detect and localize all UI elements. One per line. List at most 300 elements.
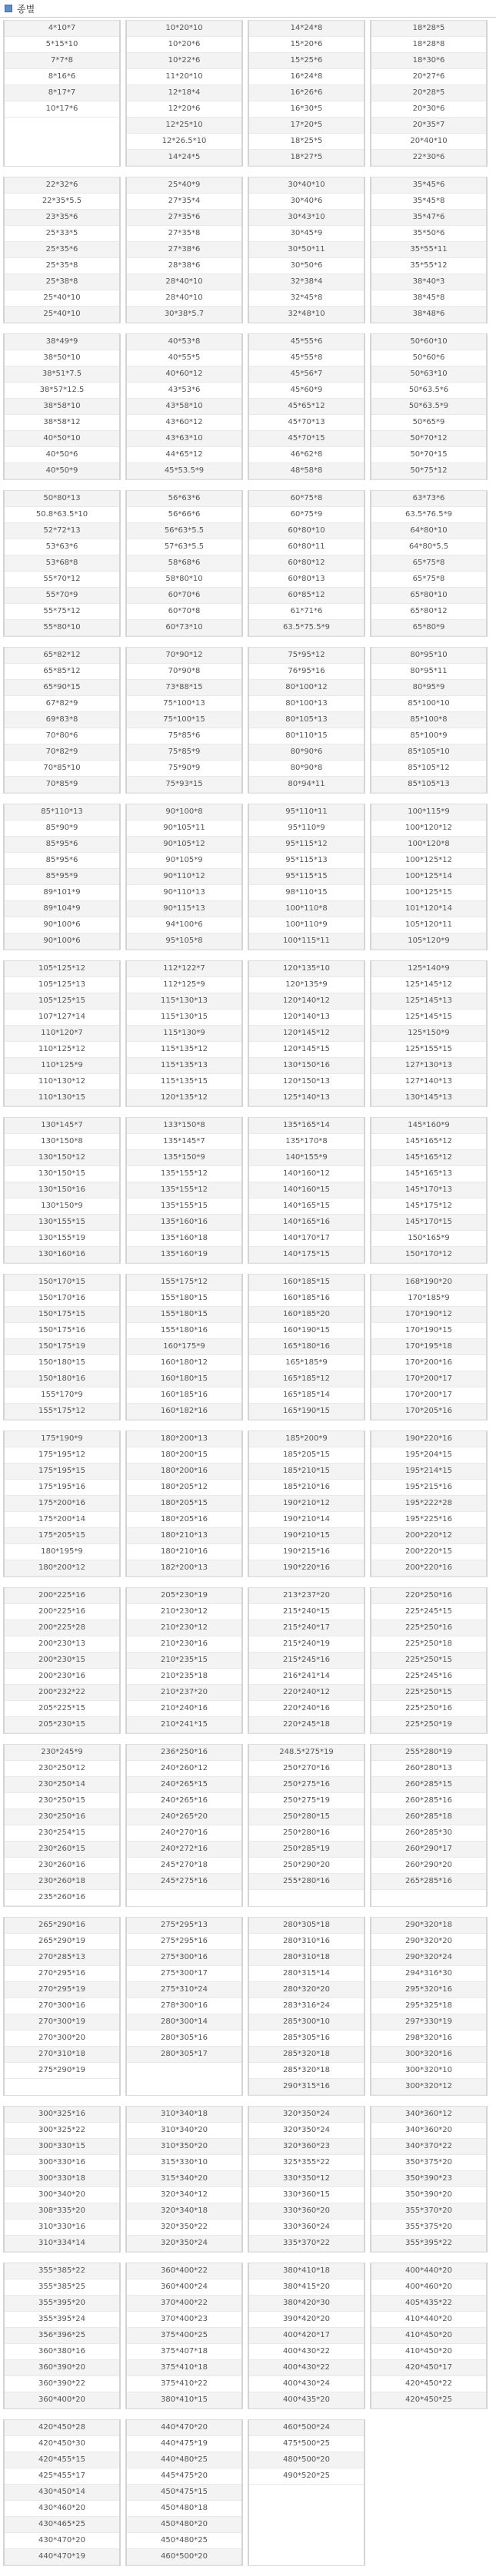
size-cell: 150*170*16 bbox=[5, 1291, 119, 1307]
size-cell: 32*38*4 bbox=[249, 274, 364, 290]
size-cell: 44*65*12 bbox=[127, 447, 241, 463]
size-cell: 150*175*19 bbox=[5, 1339, 119, 1355]
size-cell: 250*270*16 bbox=[249, 1761, 364, 1777]
size-cell: 69*83*8 bbox=[5, 712, 119, 728]
size-cell: 315*340*20 bbox=[127, 2171, 241, 2187]
size-cell: 150*165*9 bbox=[371, 1231, 486, 1247]
size-cell: 190*210*15 bbox=[249, 1528, 364, 1544]
size-cell: 340*360*20 bbox=[371, 2123, 486, 2139]
size-cell: 45*55*8 bbox=[249, 350, 364, 366]
size-cell: 27*35*4 bbox=[127, 194, 241, 210]
size-cell: 165*185*14 bbox=[249, 1387, 364, 1404]
size-cell: 23*35*6 bbox=[5, 210, 119, 226]
size-cell: 213*237*20 bbox=[249, 1588, 364, 1604]
size-cell: 195*214*15 bbox=[371, 1464, 486, 1480]
size-cell: 445*475*20 bbox=[127, 2468, 241, 2485]
size-cell: 300*325*16 bbox=[5, 2107, 119, 2123]
size-cell: 90*110*13 bbox=[127, 885, 241, 901]
size-cell: 10*17*6 bbox=[5, 101, 119, 118]
size-cell: 265*285*16 bbox=[371, 1874, 486, 1890]
size-cell: 170*195*18 bbox=[371, 1339, 486, 1355]
size-column bbox=[125, 2419, 243, 2566]
size-cell: 155*180*15 bbox=[127, 1307, 241, 1323]
size-cell: 150*180*16 bbox=[5, 1371, 119, 1387]
size-section bbox=[3, 2263, 495, 2409]
size-cell: 112*125*9 bbox=[127, 977, 241, 993]
size-cell: 270*300*16 bbox=[5, 1998, 119, 2014]
size-cell: 30*50*11 bbox=[249, 242, 364, 258]
size-cell: 200*232*22 bbox=[5, 1685, 119, 1701]
size-cell: 90*105*11 bbox=[127, 821, 241, 837]
size-column bbox=[370, 490, 488, 637]
size-cell: 15*25*6 bbox=[249, 53, 364, 69]
size-cell: 85*100*10 bbox=[371, 696, 486, 712]
size-cell: 38*40*3 bbox=[371, 274, 486, 290]
size-cell: 275*295*16 bbox=[127, 1934, 241, 1950]
size-cell: 75*85*9 bbox=[127, 744, 241, 761]
size-cell: 40*53*8 bbox=[127, 334, 241, 350]
size-cell: 65*90*15 bbox=[5, 680, 119, 696]
size-cell: 75*100*13 bbox=[127, 696, 241, 712]
size-column bbox=[370, 20, 488, 167]
size-cell: 225*250*18 bbox=[371, 1636, 486, 1653]
size-cell: 40*55*5 bbox=[127, 350, 241, 366]
size-cell: 80*90*6 bbox=[249, 744, 364, 761]
size-cell: 215*245*16 bbox=[249, 1653, 364, 1669]
size-cell: 25*40*10 bbox=[5, 307, 119, 323]
size-cell: 25*35*8 bbox=[5, 258, 119, 274]
size-cell: 400*430*22 bbox=[249, 2344, 364, 2360]
size-cell: 278*300*16 bbox=[127, 1998, 241, 2014]
size-cell: 375*410*18 bbox=[127, 2360, 241, 2376]
size-cell: 280*315*14 bbox=[249, 1966, 364, 1982]
size-cell: 325*355*22 bbox=[249, 2155, 364, 2171]
size-cell: 94*100*6 bbox=[127, 917, 241, 933]
size-cell: 50*63*10 bbox=[371, 366, 486, 383]
size-cell: 12*26.5*10 bbox=[127, 134, 241, 150]
size-cell: 295*320*16 bbox=[371, 1982, 486, 1998]
size-cell: 180*200*16 bbox=[127, 1464, 241, 1480]
size-cell: 125*145*15 bbox=[371, 1010, 486, 1026]
size-cell: 60*80*12 bbox=[249, 555, 364, 572]
size-cell: 28*40*10 bbox=[127, 274, 241, 290]
size-cell: 95*115*13 bbox=[249, 853, 364, 869]
size-cell: 150*180*15 bbox=[5, 1355, 119, 1371]
size-cell: 210*235*18 bbox=[127, 1669, 241, 1685]
size-cell: 63.5*76.5*9 bbox=[371, 507, 486, 523]
size-cell: 210*240*16 bbox=[127, 1701, 241, 1717]
size-cell: 160*185*15 bbox=[249, 1275, 364, 1291]
size-cell: 410*450*20 bbox=[371, 2344, 486, 2360]
size-cell: 168*190*20 bbox=[371, 1275, 486, 1291]
size-cell: 105*120*11 bbox=[371, 917, 486, 933]
size-cell: 190*220*16 bbox=[371, 1431, 486, 1447]
size-cell: 145*165*13 bbox=[371, 1166, 486, 1182]
size-cell: 85*105*13 bbox=[371, 777, 486, 793]
size-cell: 22*30*6 bbox=[371, 150, 486, 166]
square-bullet-icon bbox=[5, 5, 12, 12]
size-cell: 80*94*11 bbox=[249, 777, 364, 793]
size-cell: 32*45*8 bbox=[249, 290, 364, 307]
size-cell: 56*66*6 bbox=[127, 507, 241, 523]
size-cell: 240*265*20 bbox=[127, 1809, 241, 1825]
size-cell: 308*335*20 bbox=[5, 2203, 119, 2220]
size-cell: 400*420*17 bbox=[249, 2328, 364, 2344]
size-cell: 53*63*6 bbox=[5, 539, 119, 555]
size-cell: 195*225*16 bbox=[371, 1512, 486, 1528]
size-cell: 200*220*16 bbox=[371, 1560, 486, 1576]
size-cell: 450*480*20 bbox=[127, 2517, 241, 2533]
size-cell: 85*105*12 bbox=[371, 761, 486, 777]
size-cell: 10*22*6 bbox=[127, 53, 241, 69]
size-cell: 170*190*12 bbox=[371, 1307, 486, 1323]
size-cell: 130*150*15 bbox=[5, 1166, 119, 1182]
size-cell: 130*150*8 bbox=[5, 1134, 119, 1150]
size-cell: 285*320*18 bbox=[249, 2063, 364, 2079]
size-cell: 410*450*20 bbox=[371, 2328, 486, 2344]
size-cell: 38*51*7.5 bbox=[5, 366, 119, 383]
size-cell: 50*80*13 bbox=[5, 491, 119, 507]
size-cell: 27*35*8 bbox=[127, 226, 241, 242]
size-cell: 20*27*6 bbox=[371, 69, 486, 85]
size-cell: 180*210*13 bbox=[127, 1528, 241, 1544]
size-column bbox=[370, 1917, 488, 2096]
size-cell: 22*32*6 bbox=[5, 177, 119, 194]
size-cell: 230*260*18 bbox=[5, 1874, 119, 1890]
size-cell: 320*340*18 bbox=[127, 2203, 241, 2220]
size-cell: 150*170*12 bbox=[371, 1247, 486, 1263]
size-cell: 120*150*13 bbox=[249, 1074, 364, 1090]
size-cell: 200*220*15 bbox=[371, 1544, 486, 1560]
size-column bbox=[248, 1917, 365, 2096]
size-cell: 225*250*15 bbox=[371, 1653, 486, 1669]
size-cell: 190*210*12 bbox=[249, 1496, 364, 1512]
size-cell: 135*155*15 bbox=[127, 1198, 241, 1215]
size-cell: 43*58*10 bbox=[127, 399, 241, 415]
size-cell: 175*195*16 bbox=[5, 1480, 119, 1496]
size-cell: 55*80*10 bbox=[5, 620, 119, 636]
size-cell: 16*24*8 bbox=[249, 69, 364, 85]
size-cell: 250*290*20 bbox=[249, 1858, 364, 1874]
size-cell: 135*155*12 bbox=[127, 1166, 241, 1182]
size-column bbox=[3, 2263, 121, 2409]
size-column bbox=[3, 490, 121, 637]
size-cell: 185*205*15 bbox=[249, 1447, 364, 1464]
size-cell: 89*101*9 bbox=[5, 885, 119, 901]
size-section bbox=[3, 333, 495, 480]
size-cell: 300*320*16 bbox=[371, 2047, 486, 2063]
size-cell: 355*370*20 bbox=[371, 2203, 486, 2220]
size-cell: 95*110*9 bbox=[249, 821, 364, 837]
size-cell: 105*125*15 bbox=[5, 993, 119, 1010]
size-cell: 260*285*15 bbox=[371, 1777, 486, 1793]
size-cell: 112*122*7 bbox=[127, 961, 241, 977]
size-cell: 170*200*17 bbox=[371, 1371, 486, 1387]
size-cell: 355*395*24 bbox=[5, 2312, 119, 2328]
size-column bbox=[370, 960, 488, 1107]
size-column bbox=[370, 1744, 488, 1907]
size-cell: 64*80*5.5 bbox=[371, 539, 486, 555]
size-cell: 298*320*16 bbox=[371, 2031, 486, 2047]
size-cell: 60*80*11 bbox=[249, 539, 364, 555]
size-cell: 5*15*10 bbox=[5, 37, 119, 53]
size-cell: 155*170*9 bbox=[5, 1387, 119, 1404]
size-cell: 400*435*20 bbox=[249, 2392, 364, 2409]
size-cell: 160*175*9 bbox=[127, 1339, 241, 1355]
size-cell: 295*325*18 bbox=[371, 1998, 486, 2014]
size-cell: 230*250*12 bbox=[5, 1761, 119, 1777]
size-cell: 175*195*15 bbox=[5, 1464, 119, 1480]
size-cell: 260*280*13 bbox=[371, 1761, 486, 1777]
size-column bbox=[248, 333, 365, 480]
size-column bbox=[248, 1117, 365, 1264]
size-cell: 425*455*17 bbox=[5, 2468, 119, 2485]
size-cell: 180*205*15 bbox=[127, 1496, 241, 1512]
size-cell: 260*290*17 bbox=[371, 1842, 486, 1858]
size-cell: 90*110*12 bbox=[127, 869, 241, 885]
size-cell: 205*230*15 bbox=[5, 1717, 119, 1733]
size-cell: 130*155*15 bbox=[5, 1215, 119, 1231]
size-cell: 210*230*12 bbox=[127, 1620, 241, 1636]
size-cell: 200*225*16 bbox=[5, 1588, 119, 1604]
size-section bbox=[3, 2106, 495, 2253]
size-cell: 400*430*24 bbox=[249, 2376, 364, 2392]
size-cell: 22*35*5.5 bbox=[5, 194, 119, 210]
size-column bbox=[125, 1431, 243, 1577]
size-cell: 210*230*16 bbox=[127, 1636, 241, 1653]
size-cell: 35*50*6 bbox=[371, 226, 486, 242]
size-column bbox=[370, 333, 488, 480]
size-cell: 28*38*6 bbox=[127, 258, 241, 274]
size-cell: 100*115*11 bbox=[249, 933, 364, 950]
size-section bbox=[3, 20, 495, 167]
size-cell: 65*75*8 bbox=[371, 572, 486, 588]
size-cell: 60*70*6 bbox=[127, 588, 241, 604]
size-cell: 80*100*12 bbox=[249, 680, 364, 696]
size-cell: 50*63.5*9 bbox=[371, 399, 486, 415]
size-cell: 10*20*6 bbox=[127, 37, 241, 53]
size-cell: 220*240*12 bbox=[249, 1685, 364, 1701]
size-cell: 40*50*6 bbox=[5, 447, 119, 463]
size-cell: 170*185*9 bbox=[371, 1291, 486, 1307]
size-cell: 110*130*12 bbox=[5, 1074, 119, 1090]
size-column bbox=[370, 1587, 488, 1734]
size-cell: 340*360*12 bbox=[371, 2107, 486, 2123]
size-cell: 101*120*14 bbox=[371, 901, 486, 917]
size-cell: 95*105*8 bbox=[127, 933, 241, 950]
size-cell: 110*125*12 bbox=[5, 1042, 119, 1058]
size-cell: 130*150*16 bbox=[249, 1058, 364, 1074]
size-cell: 360*380*16 bbox=[5, 2344, 119, 2360]
size-cell: 150*175*16 bbox=[5, 1323, 119, 1339]
size-cell: 135*160*16 bbox=[127, 1215, 241, 1231]
size-cell: 38*50*10 bbox=[5, 350, 119, 366]
size-cell: 245*275*16 bbox=[127, 1874, 241, 1890]
size-cell: 30*40*10 bbox=[249, 177, 364, 194]
size-cell: 440*475*19 bbox=[127, 2436, 241, 2452]
size-cell: 45*55*6 bbox=[249, 334, 364, 350]
size-section bbox=[3, 960, 495, 1107]
size-cell: 300*330*18 bbox=[5, 2171, 119, 2187]
size-cell: 45*56*7 bbox=[249, 366, 364, 383]
size-cell: 420*450*22 bbox=[371, 2376, 486, 2392]
size-cell: 225*245*15 bbox=[371, 1604, 486, 1620]
size-cell: 107*127*14 bbox=[5, 1010, 119, 1026]
size-column bbox=[370, 804, 488, 950]
size-cell: 60*85*12 bbox=[249, 588, 364, 604]
size-section bbox=[3, 1431, 495, 1577]
size-cell: 18*27*5 bbox=[249, 150, 364, 166]
size-cell: 290*320*24 bbox=[371, 1950, 486, 1966]
size-cell: 205*230*19 bbox=[127, 1588, 241, 1604]
size-cell: 65*80*12 bbox=[371, 604, 486, 620]
size-cell: 140*170*17 bbox=[249, 1231, 364, 1247]
size-cell: 85*90*9 bbox=[5, 821, 119, 837]
size-column bbox=[248, 2263, 365, 2409]
size-cell: 150*175*15 bbox=[5, 1307, 119, 1323]
size-section bbox=[3, 1587, 495, 1734]
size-column bbox=[370, 1117, 488, 1264]
size-cell: 145*160*9 bbox=[371, 1118, 486, 1134]
size-cell: 135*150*9 bbox=[127, 1150, 241, 1166]
size-cell: 120*135*9 bbox=[249, 977, 364, 993]
size-cell: 64*80*10 bbox=[371, 523, 486, 539]
size-column bbox=[125, 960, 243, 1107]
size-cell: 63.5*75.5*9 bbox=[249, 620, 364, 636]
size-cell: 95*115*12 bbox=[249, 837, 364, 853]
size-cell: 60*75*9 bbox=[249, 507, 364, 523]
size-cell: 43*53*6 bbox=[127, 383, 241, 399]
size-cell: 75*90*9 bbox=[127, 761, 241, 777]
size-cell: 15*20*6 bbox=[249, 37, 364, 53]
size-cell: 220*250*16 bbox=[371, 1588, 486, 1604]
size-cell: 38*49*9 bbox=[5, 334, 119, 350]
size-cell: 320*360*23 bbox=[249, 2139, 364, 2155]
size-cell: 225*250*16 bbox=[371, 1620, 486, 1636]
size-column bbox=[370, 1431, 488, 1577]
size-cell: 160*185*16 bbox=[249, 1291, 364, 1307]
size-cell: 175*200*16 bbox=[5, 1496, 119, 1512]
size-cell: 410*440*20 bbox=[371, 2312, 486, 2328]
size-cell: 85*100*8 bbox=[371, 712, 486, 728]
size-column bbox=[125, 647, 243, 794]
size-cell: 60*80*13 bbox=[249, 572, 364, 588]
size-cell: 25*40*10 bbox=[5, 290, 119, 307]
size-cell: 125*155*15 bbox=[371, 1042, 486, 1058]
size-cell: 236*250*16 bbox=[127, 1745, 241, 1761]
size-cell: 165*185*12 bbox=[249, 1371, 364, 1387]
size-column bbox=[3, 177, 121, 323]
size-cell: 120*135*10 bbox=[249, 961, 364, 977]
size-cell: 180*205*12 bbox=[127, 1480, 241, 1496]
size-cell: 80*95*11 bbox=[371, 664, 486, 680]
size-cell: 180*200*13 bbox=[127, 1431, 241, 1447]
size-cell: 275*300*16 bbox=[127, 1950, 241, 1966]
size-cell: 80*100*13 bbox=[249, 696, 364, 712]
size-cell: 80*95*10 bbox=[371, 648, 486, 664]
size-cell: 245*270*18 bbox=[127, 1858, 241, 1874]
size-cell: 16*26*6 bbox=[249, 85, 364, 101]
size-cell: 450*480*18 bbox=[127, 2501, 241, 2517]
size-cell: 12*20*6 bbox=[127, 101, 241, 118]
size-cell: 150*170*15 bbox=[5, 1275, 119, 1291]
size-cell: 270*285*13 bbox=[5, 1950, 119, 1966]
size-cell: 130*150*16 bbox=[5, 1182, 119, 1198]
size-cell: 38*45*8 bbox=[371, 290, 486, 307]
size-cell: 80*90*8 bbox=[249, 761, 364, 777]
size-column bbox=[248, 1587, 365, 1734]
size-cell: 155*180*16 bbox=[127, 1323, 241, 1339]
size-cell: 25*38*8 bbox=[5, 274, 119, 290]
size-cell: 315*330*10 bbox=[127, 2155, 241, 2171]
size-cell: 105*120*9 bbox=[371, 933, 486, 950]
size-cell: 280*310*18 bbox=[249, 1950, 364, 1966]
size-cell: 320*350*24 bbox=[249, 2107, 364, 2123]
size-cell: 89*104*9 bbox=[5, 901, 119, 917]
size-cell: 275*295*13 bbox=[127, 1918, 241, 1934]
size-cell: 35*45*6 bbox=[371, 177, 486, 194]
size-cell: 90*100*6 bbox=[5, 917, 119, 933]
size-cell: 12*25*10 bbox=[127, 118, 241, 134]
size-column bbox=[248, 20, 365, 167]
size-cell: 450*475*15 bbox=[127, 2485, 241, 2501]
size-cell: 356*396*25 bbox=[5, 2328, 119, 2344]
size-cell: 260*285*30 bbox=[371, 1825, 486, 1842]
size-cell: 130*150*9 bbox=[5, 1198, 119, 1215]
size-cell: 380*410*18 bbox=[249, 2263, 364, 2279]
size-cell: 450*480*25 bbox=[127, 2533, 241, 2549]
size-cell: 180*195*9 bbox=[5, 1544, 119, 1560]
size-column bbox=[3, 333, 121, 480]
size-cell: 300*320*12 bbox=[371, 2079, 486, 2095]
size-cell: 200*225*28 bbox=[5, 1620, 119, 1636]
size-cell: 400*430*22 bbox=[249, 2360, 364, 2376]
size-cell: 65*85*12 bbox=[5, 664, 119, 680]
size-cell: 20*28*5 bbox=[371, 85, 486, 101]
size-cell: 430*465*25 bbox=[5, 2517, 119, 2533]
size-cell: 240*265*15 bbox=[127, 1777, 241, 1793]
size-cell: 290*320*18 bbox=[371, 1918, 486, 1934]
size-cell: 300*325*22 bbox=[5, 2123, 119, 2139]
size-cell: 420*450*17 bbox=[371, 2360, 486, 2376]
size-cell: 350*390*20 bbox=[371, 2187, 486, 2203]
size-cell: 16*30*5 bbox=[249, 101, 364, 118]
size-cell: 355*395*20 bbox=[5, 2296, 119, 2312]
size-cell: 135*170*8 bbox=[249, 1134, 364, 1150]
size-cell: 55*75*12 bbox=[5, 604, 119, 620]
size-cell: 115*135*15 bbox=[127, 1074, 241, 1090]
size-cell: 330*360*24 bbox=[249, 2220, 364, 2236]
size-cell: 160*180*15 bbox=[127, 1371, 241, 1387]
size-cell: 70*80*6 bbox=[5, 728, 119, 744]
size-column bbox=[125, 804, 243, 950]
size-cell: 100*120*8 bbox=[371, 837, 486, 853]
size-cell: 8*16*6 bbox=[5, 69, 119, 85]
size-cell: 30*40*6 bbox=[249, 194, 364, 210]
size-cell: 125*150*9 bbox=[371, 1026, 486, 1042]
size-grid bbox=[0, 20, 495, 2566]
size-cell: 45*70*15 bbox=[249, 431, 364, 447]
size-cell: 210*230*12 bbox=[127, 1604, 241, 1620]
size-cell: 95*115*15 bbox=[249, 869, 364, 885]
size-cell: 370*400*23 bbox=[127, 2312, 241, 2328]
size-cell: 52*72*13 bbox=[5, 523, 119, 539]
size-cell: 90*105*12 bbox=[127, 837, 241, 853]
size-cell: 210*241*15 bbox=[127, 1717, 241, 1733]
size-cell: 45*65*12 bbox=[249, 399, 364, 415]
size-cell: 50*63.5*6 bbox=[371, 383, 486, 399]
size-cell: 175*205*15 bbox=[5, 1528, 119, 1544]
